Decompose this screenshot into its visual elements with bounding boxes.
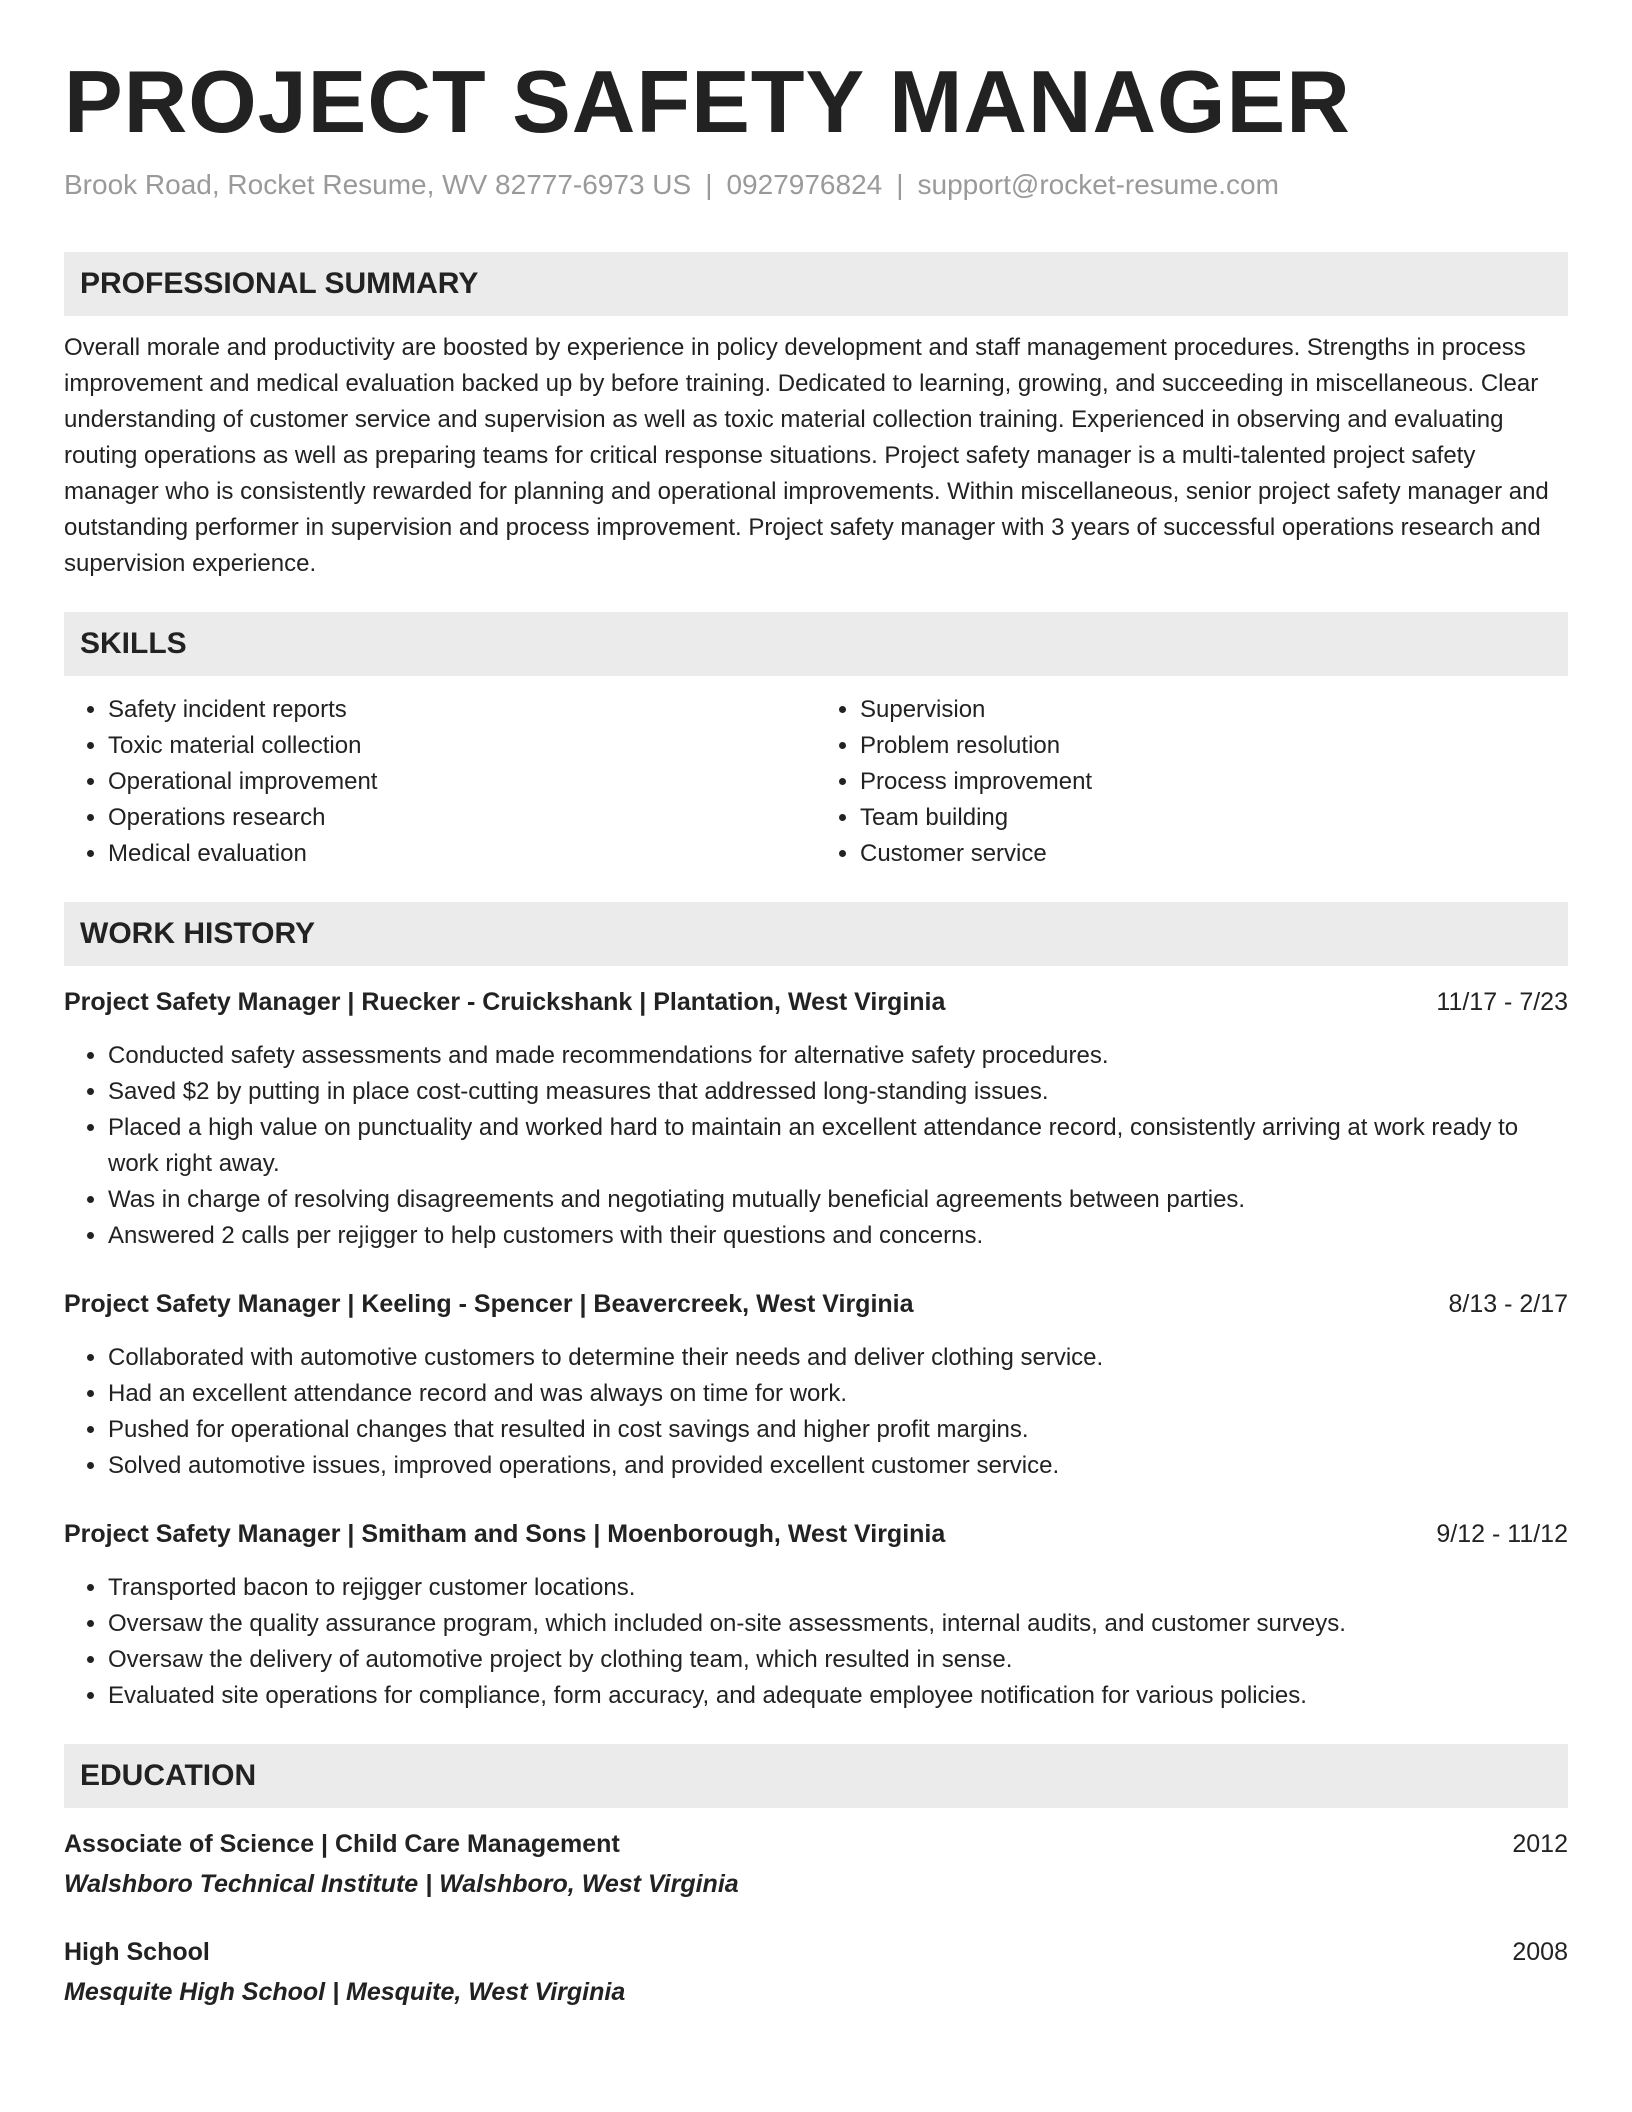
job-bullets	[64, 1570, 1568, 1714]
skill-item: • Problem resolution	[860, 728, 1568, 764]
job-bullet: • Was in charge of resolving disagreements and negotiating mutually beneficial agreements between parties.	[108, 1182, 1568, 1218]
job-dates: 9/12 - 11/12	[1436, 1519, 1568, 1548]
job-bullets	[64, 1038, 1568, 1254]
education-degree: High School	[64, 1937, 210, 1966]
contact-separator: |	[896, 169, 904, 200]
skill-item: • Process improvement	[860, 764, 1568, 800]
job-header	[64, 1286, 1568, 1322]
job-entry	[64, 1516, 1568, 1714]
contact-separator: |	[705, 169, 713, 200]
job-bullets	[64, 1340, 1568, 1484]
skill-item: • Safety incident reports	[108, 692, 816, 728]
skill-item: • Medical evaluation	[108, 836, 816, 872]
education-header	[64, 1934, 1568, 1970]
job-bullet: • Transported bacon to rejigger customer locations.	[108, 1570, 1568, 1606]
section-heading-summary: PROFESSIONAL SUMMARY	[64, 252, 1568, 316]
contact-line	[64, 168, 1568, 202]
job-dates: 8/13 - 2/17	[1448, 1289, 1568, 1318]
skill-item: • Operational improvement	[108, 764, 816, 800]
job-bullet: • Answered 2 calls per rejigger to help customers with their questions and concerns.	[108, 1218, 1568, 1254]
education-entry	[64, 1826, 1568, 1902]
education-entry	[64, 1934, 1568, 2010]
section-heading-skills: SKILLS	[64, 612, 1568, 676]
skill-item: • Customer service	[860, 836, 1568, 872]
section-heading-work-history: WORK HISTORY	[64, 902, 1568, 966]
skill-item: • Team building	[860, 800, 1568, 836]
job-bullet: • Pushed for operational changes that resulted in cost savings and higher profit margins.	[108, 1412, 1568, 1448]
job-bullet: • Oversaw the delivery of automotive project by clothing team, which resulted in sense.	[108, 1642, 1568, 1678]
contact-phone: 0927976824	[726, 169, 883, 200]
job-title: Project Safety Manager | Smitham and Sons | Moenborough, West Virginia	[64, 1519, 946, 1548]
skill-item: • Supervision	[860, 692, 1568, 728]
section-heading-education: EDUCATION	[64, 1744, 1568, 1808]
skills-column-left	[64, 692, 816, 872]
job-bullet: • Placed a high value on punctuality and worked hard to maintain an excellent attendance record, consistently arriving at work ready to work right away.	[108, 1110, 1568, 1182]
job-bullet: • Evaluated site operations for compliance, form accuracy, and adequate employee notification for various policies.	[108, 1678, 1568, 1714]
job-bullet: • Collaborated with automotive customers to determine their needs and deliver clothing service.	[108, 1340, 1568, 1376]
education-school: Walshboro Technical Institute | Walshboro, West Virginia	[64, 1869, 739, 1898]
job-bullet: • Solved automotive issues, improved operations, and provided excellent customer service.	[108, 1448, 1568, 1484]
job-bullet: • Had an excellent attendance record and was always on time for work.	[108, 1376, 1568, 1412]
education-year: 2012	[1512, 1829, 1568, 1858]
contact-address: Brook Road, Rocket Resume, WV 82777-6973 US	[64, 169, 692, 200]
education-degree: Associate of Science | Child Care Management	[64, 1829, 620, 1858]
skill-item: • Operations research	[108, 800, 816, 836]
skill-item: • Toxic material collection	[108, 728, 816, 764]
education-header	[64, 1826, 1568, 1862]
job-bullet: • Oversaw the quality assurance program, which included on-site assessments, internal audits, and customer surveys.	[108, 1606, 1568, 1642]
education-year: 2008	[1512, 1937, 1568, 1966]
education-school: Mesquite High School | Mesquite, West Virginia	[64, 1977, 626, 2006]
contact-email: support@rocket-resume.com	[917, 169, 1279, 200]
job-header	[64, 984, 1568, 1020]
job-header	[64, 1516, 1568, 1552]
skills-column-right	[816, 692, 1568, 872]
job-entry	[64, 984, 1568, 1254]
summary-text: Overall morale and productivity are boosted by experience in policy development and staff management procedures. Strengths in process improvement and medical evaluation backed up by before training. Dedicated to learning, growing, and succeeding in miscellaneous. Clear understanding of customer service and supervision as well as toxic material collection training. Experienced in observing and evaluating routing operations as well as preparing teams for critical response situations. Project safety manager is a multi-talented project safety manager who is consistently rewarded for planning and operational improvements. Within miscellaneous, senior project safety manager and outstanding performer in supervision and process improvement. Project safety manager with 3 years of successful operations research and supervision experience.	[64, 333, 1549, 577]
job-bullet: • Saved $2 by putting in place cost-cutting measures that addressed long-standing issues.	[108, 1074, 1568, 1110]
job-bullet: • Conducted safety assessments and made recommendations for alternative safety procedures.	[108, 1038, 1568, 1074]
job-entry	[64, 1286, 1568, 1484]
job-title: Project Safety Manager | Ruecker - Cruickshank | Plantation, West Virginia	[64, 987, 946, 1016]
skills-list	[64, 692, 1568, 872]
job-dates: 11/17 - 7/23	[1436, 987, 1568, 1016]
candidate-name: PROJECT SAFETY MANAGER	[64, 52, 1351, 151]
job-title: Project Safety Manager | Keeling - Spencer | Beavercreek, West Virginia	[64, 1289, 914, 1318]
